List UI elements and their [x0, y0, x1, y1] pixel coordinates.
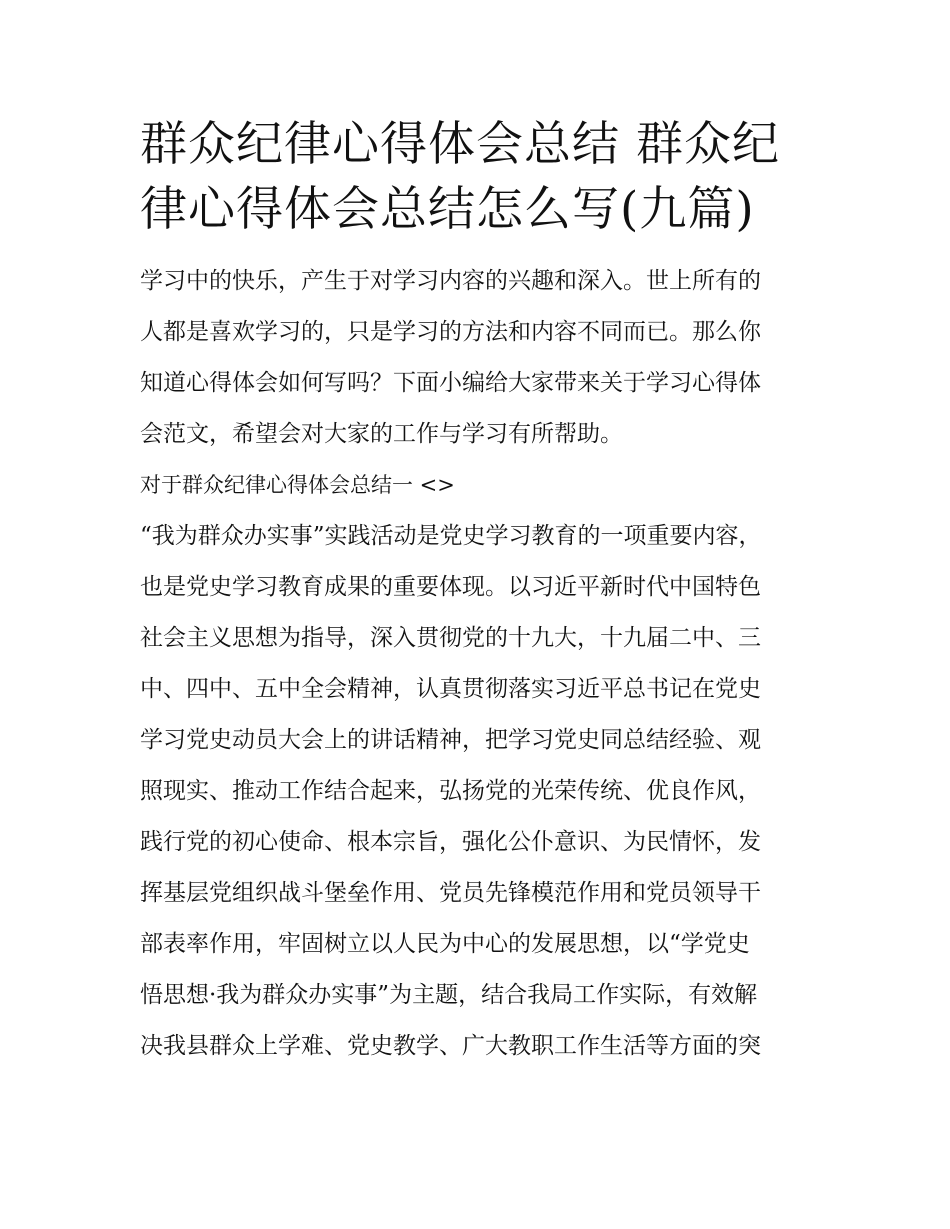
- title-line: 律心得体会总结怎么写(九篇): [140, 182, 755, 237]
- intro-paragraph: [140, 256, 812, 460]
- text-line: 也是党史学习教育成果的重要体现。以习近平新时代中国特色: [140, 574, 761, 600]
- text-line: 部表率作用，牢固树立以人民为中心的发展思想，以“学党史: [140, 931, 750, 957]
- text-line: 知道心得体会如何写吗？下面小编给大家带来关于学习心得体: [140, 370, 761, 396]
- text-line: 践行党的初心使命、根本宗旨，强化公仆意识、为民情怀，发: [140, 829, 761, 855]
- text-line: 中、四中、五中全会精神，认真贯彻落实习近平总书记在党史: [140, 676, 761, 702]
- document-page: [140, 112, 812, 1072]
- text-line: 悟思想·我为群众办实事”为主题，结合我局工作实际，有效解: [140, 982, 758, 1008]
- text-line: 挥基层党组织战斗堡垒作用、党员先锋模范作用和党员领导干: [140, 880, 761, 906]
- text-line: 学习中的快乐，产生于对学习内容的兴趣和深入。世上所有的: [140, 268, 761, 294]
- text-line: 会范文，希望会对大家的工作与学习有所帮助。: [140, 421, 623, 447]
- section-paragraph: [140, 511, 812, 1072]
- text-line: “我为群众办实事”实践活动是党史学习教育的一项重要内容，: [140, 523, 762, 549]
- text-line: 决我县群众上学难、党史教学、广大教职工作生活等方面的突: [140, 1033, 761, 1059]
- text-line: 社会主义思想为指导，深入贯彻党的十九大，十九届二中、三: [140, 625, 761, 651]
- section-heading: 对于群众纪律心得体会总结一 <>: [140, 473, 455, 497]
- text-line: 人都是喜欢学习的，只是学习的方法和内容不同而已。那么你: [140, 319, 761, 345]
- text-line: 学习党史动员大会上的讲话精神，把学习党史同总结经验、观: [140, 727, 761, 753]
- document-body: [140, 256, 812, 1072]
- title-line: 群众纪律心得体会总结 群众纪: [140, 117, 780, 172]
- text-line: 照现实、推动工作结合起来，弘扬党的光荣传统、优良作风，: [140, 778, 761, 804]
- document-title: [140, 112, 812, 242]
